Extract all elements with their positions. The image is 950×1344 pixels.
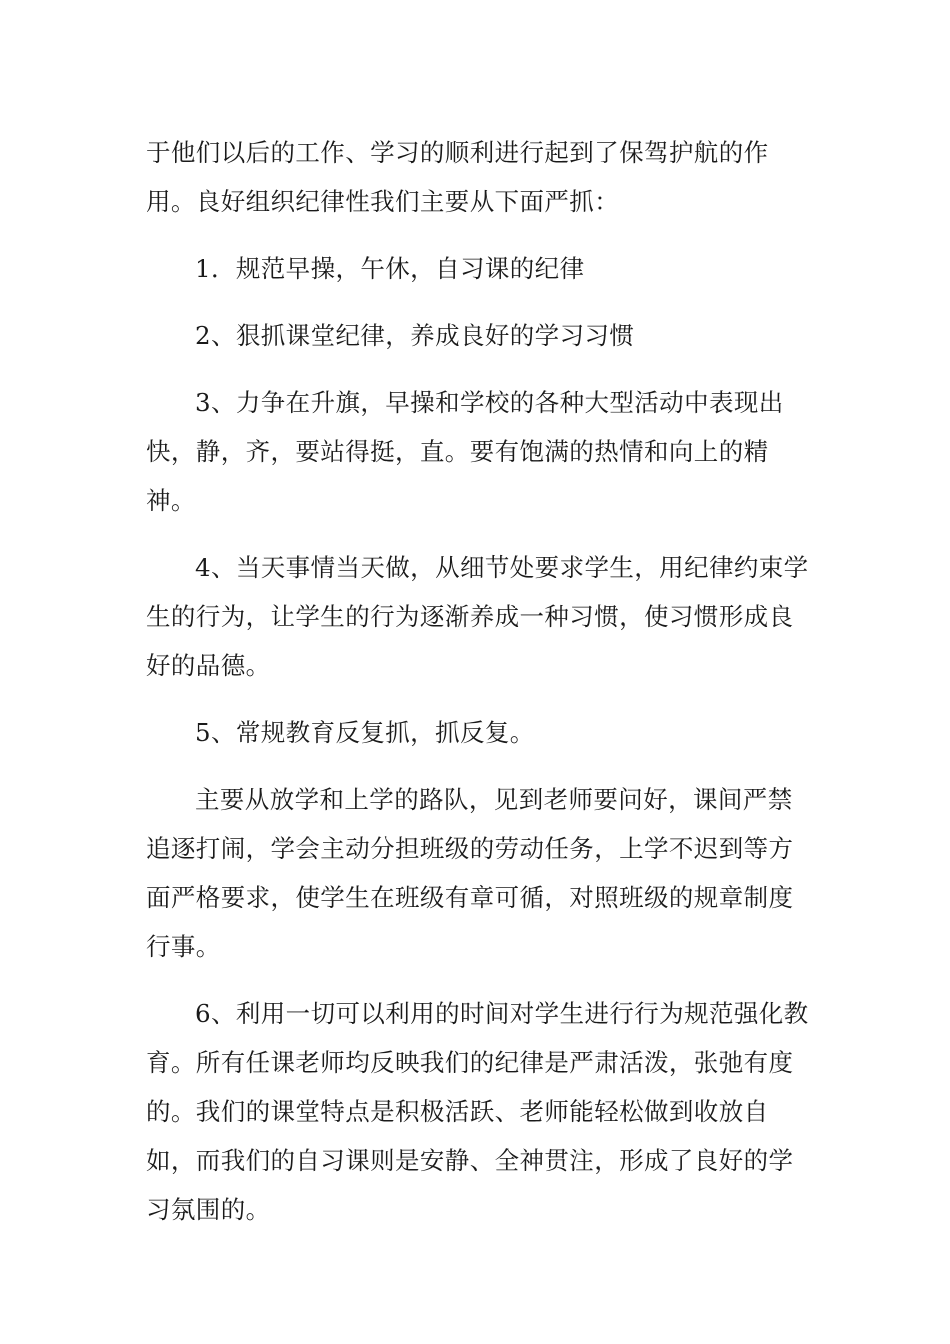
paragraph-item-4: 4、当天事情当天做，从细节处要求学生，用纪律约束学生的行为，让学生的行为逐渐养成一种习惯，使习惯形成良好的品德。 — [146, 553, 809, 680]
paragraph-item-1: 1．规范早操，午休，自习课的纪律 — [195, 254, 585, 283]
document-body — [146, 128, 810, 1252]
paragraph-item-2: 2、狠抓课堂纪律，养成良好的学习习惯 — [195, 321, 635, 350]
paragraph-continuation: 于他们以后的工作、学习的顺利进行起到了保驾护航的作用。良好组织纪律性我们主要从下面严抓： — [146, 138, 769, 216]
paragraph-item-6: 6、利用一切可以利用的时间对学生进行行为规范强化教育。所有任课老师均反映我们的纪律是严肃活泼，张弛有度的。我们的课堂特点是积极活跃、老师能轻松做到收放自如，而我们的自习课则是安静、全神贯注，形成了良好的学习氛围的。 — [146, 999, 809, 1224]
paragraph-route-rules: 主要从放学和上学的路队，见到老师要问好，课间严禁追逐打闹，学会主动分担班级的劳动任务，上学不迟到等方面严格要求，使学生在班级有章可循，对照班级的规章制度行事。 — [146, 785, 794, 961]
paragraph-item-5: 5、常规教育反复抓，抓反复。 — [195, 718, 535, 747]
paragraph-item-3: 3、力争在升旗，早操和学校的各种大型活动中表现出快，静，齐，要站得挺，直。要有饱满的热情和向上的精神。 — [146, 388, 784, 515]
